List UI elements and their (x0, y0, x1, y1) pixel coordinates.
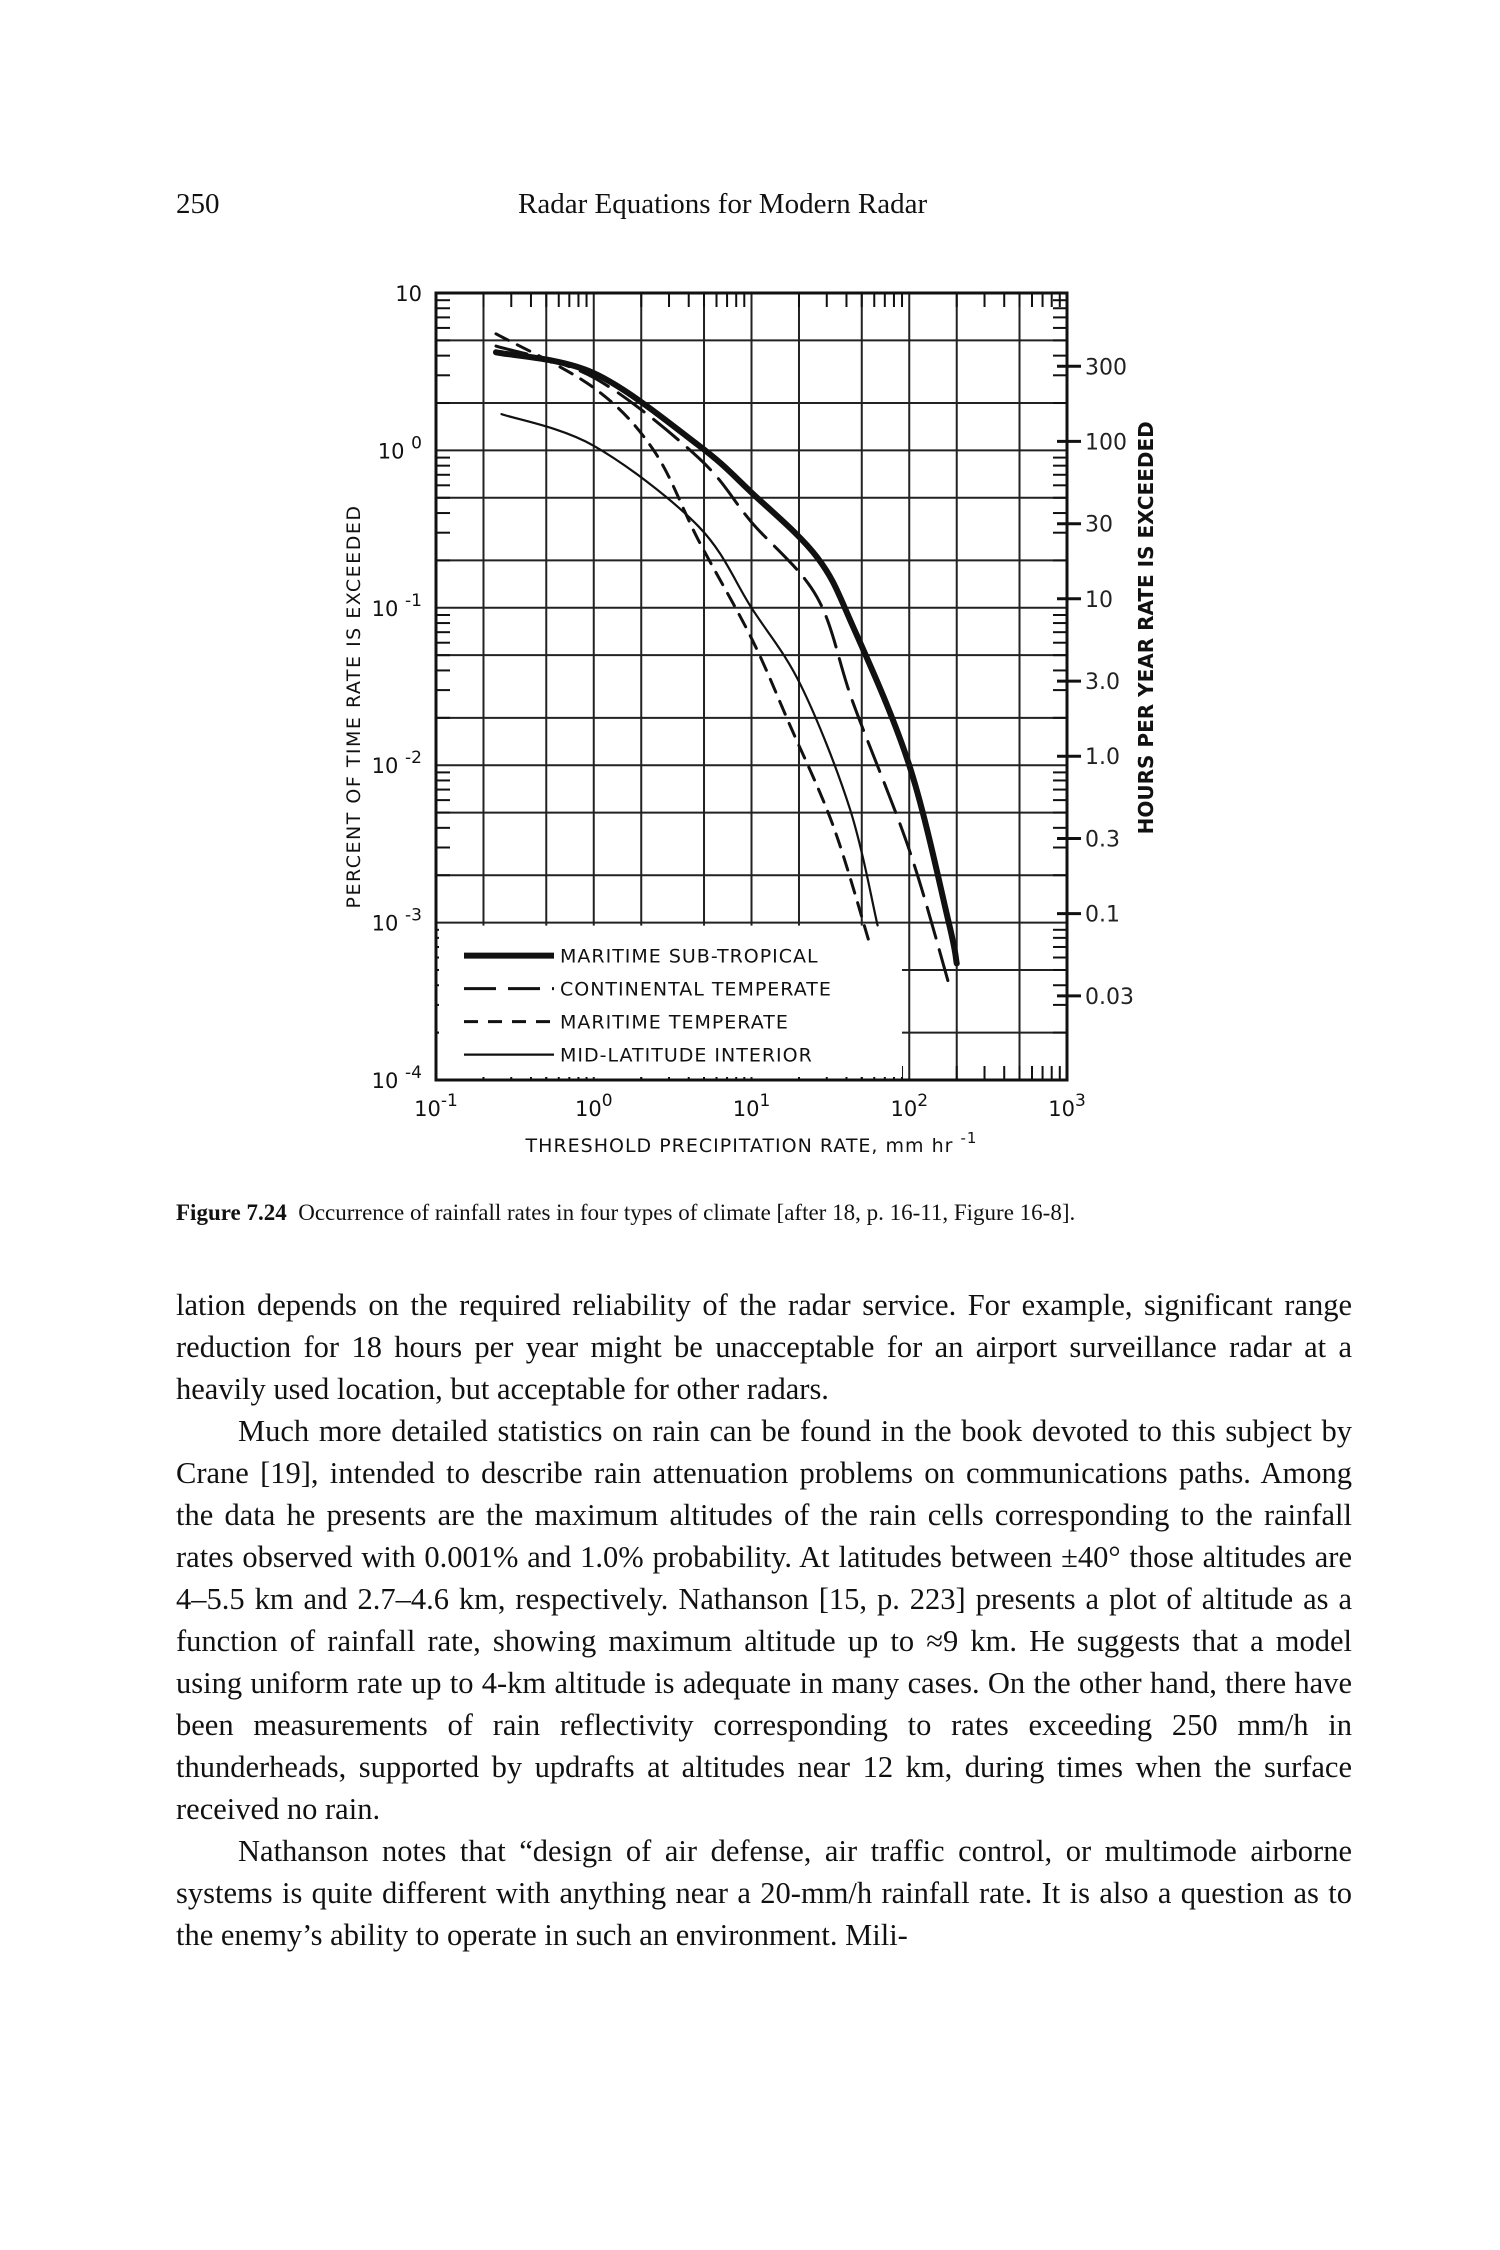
x-axis-label: THRESHOLD PRECIPITATION RATE, mm hr $^{-1}$ (525, 1129, 978, 1157)
series-line-long-dash (496, 346, 949, 983)
hours-tick-label: 0.3 (1085, 827, 1120, 853)
y-tick-label: 10 $^{-1}$ (371, 590, 422, 621)
running-title: Radar Equations for Modern Radar (518, 188, 928, 220)
y-tick-exponent: -4 (405, 1063, 422, 1083)
figure-label: Figure 7.24 (176, 1200, 287, 1225)
y2-axis-label: HOURS PER YEAR RATE IS EXCEEDED (1134, 421, 1158, 835)
hours-tick-label: 3.0 (1085, 670, 1120, 696)
figure-caption (176, 1200, 1075, 1226)
y-axis-label: PERCENT OF TIME RATE IS EXCEEDED (343, 504, 365, 909)
y-tick-label: 10 $^{-2}$ (371, 748, 422, 779)
hours-tick-label: 30 (1085, 512, 1113, 538)
hours-tick-label: 1.0 (1085, 745, 1120, 771)
figure-caption-text: Occurrence of rainfall rates in four types of climate [after 18, p. 16-11, Figure 16-8]. (298, 1200, 1076, 1225)
legend-label: MARITIME SUB-TROPICAL (560, 945, 819, 968)
paragraph: Much more detailed statistics on rain can be found in the book devoted to this subject by Crane [19], intended to describe rain attenuation problems on communications paths. Among the data he presents are the maximum altitudes of the rain cells corresponding to the rainfall rates observed with 0.001% and 1.0% probability. At latitudes between ±40° those altitudes are 4–5.5 km and 2.7–4.6 km, respectively. Nathanson [15, p. 223] presents a plot of altitude as a function of rainfall rate, showing maximum altitude up to ≈9 km. He suggests that a model using uniform rate up to 4-km altitude is adequate in many cases. On the other hand, there have been measurements of rain reflectivity corresponding to rates exceeding 250 mm/h in thunderheads, supported by updrafts at altitudes near 12 km, during times when the surface received no rain. (176, 1414, 1352, 1826)
hours-tick-label: 0.1 (1085, 902, 1120, 928)
legend-label: CONTINENTAL TEMPERATE (560, 978, 832, 1001)
x-tick-label: $10^2$ (890, 1091, 929, 1121)
hours-tick-label: 300 (1085, 355, 1127, 381)
paragraph: lation depends on the required reliability of the radar service. For example, significant range reduction for 18 hours per year might be unacceptable for an airport surveillance radar at a heavily used location, but acceptable for other radars. (176, 1288, 1352, 1406)
x-tick-exponent: 0 (601, 1091, 613, 1111)
x-tick-label: $10^3$ (1048, 1091, 1086, 1121)
y-tick-label: 10 $^{-3}$ (371, 905, 422, 936)
page-number: 250 (176, 188, 220, 220)
paragraph: Nathanson notes that “design of air defense, air traffic control, or multimode airborne systems is quite different with anything near a 20-mm/h rainfall rate. It is also a question as to the enemy’s ability to operate in such an environment. Mili- (176, 1834, 1352, 1952)
legend-label: MARITIME TEMPERATE (560, 1011, 789, 1034)
y-tick-exponent: -3 (405, 905, 422, 926)
y-tick-label: 10 $^0$ (377, 433, 422, 464)
y-tick-label: 10 (395, 282, 422, 306)
x-tick-exponent: 2 (917, 1091, 929, 1111)
y-tick-exponent: -2 (405, 748, 422, 769)
y-tick-exponent: -1 (405, 590, 422, 611)
x-tick-label: $10^1$ (732, 1091, 771, 1121)
series-line-thin (501, 414, 877, 925)
hours-tick-label: 100 (1085, 430, 1127, 456)
y-tick-exponent: 0 (411, 433, 422, 454)
hours-tick-label: 10 (1085, 587, 1113, 613)
x-tick-label: $10^0$ (574, 1091, 613, 1121)
x-axis-label-exponent: -1 (960, 1129, 978, 1147)
hours-tick-label: 0.03 (1085, 984, 1134, 1010)
x-tick-exponent: 1 (759, 1091, 771, 1111)
series-line-short-dash (496, 334, 870, 943)
series-line-thick (496, 352, 957, 963)
body-text (176, 1284, 1352, 1956)
y-tick-label: 10 $^{-4}$ (371, 1063, 422, 1093)
x-tick-label: $10^{-1}$ (414, 1091, 458, 1121)
x-tick-exponent: 3 (1074, 1091, 1086, 1111)
x-tick-exponent: -1 (440, 1091, 458, 1111)
legend-label: MID-LATITUDE INTERIOR (560, 1044, 813, 1067)
